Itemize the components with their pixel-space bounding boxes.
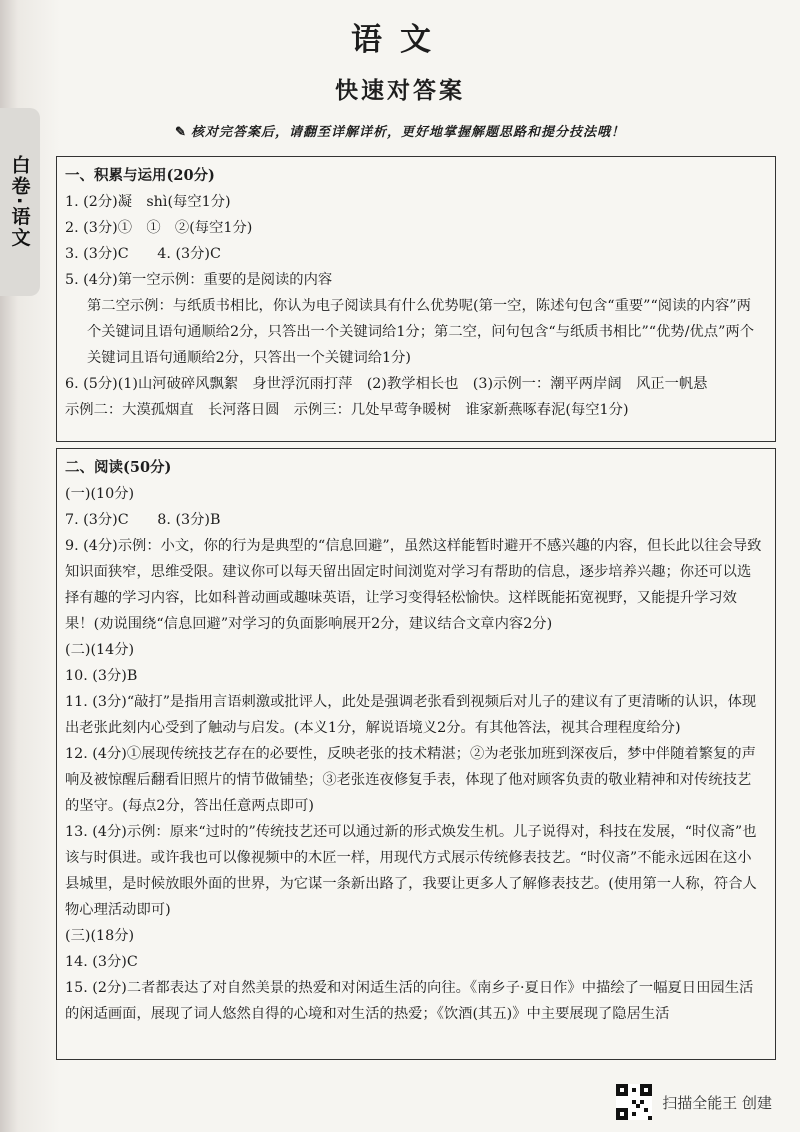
pen-icon: ✎ xyxy=(175,125,187,140)
part-header: (二)(14分) xyxy=(65,642,135,658)
section-accumulation xyxy=(56,156,776,442)
tip-text: 核对完答案后，请翻至详解详析，更好地掌握解题思路和提分技法哦！ xyxy=(190,125,625,140)
answer-q10: 10. (3分)B xyxy=(65,668,138,684)
answer-q6: 6. (5分)(1)山河破碎风飘絮 身世浮沉雨打萍 (2)教学相长也 (3)示例一：潮平两岸阔 风正一帆悬 xyxy=(65,376,708,392)
answer-q5-detail: 第二空示例：与纸质书相比，你认为电子阅读具有什么优势呢(第一空，陈述句包含“重要”“阅读的内容”两个关键词且语句通顺给2分，只答出一个关键词给1分；第二空，问句包含“与纸质书相比”“优势/优点”两个关键词且语句通顺给2分，只答出一个关键词给1分) xyxy=(87,298,755,366)
answer-q2: 2. (3分)① ① ②(每空1分) xyxy=(65,220,253,236)
answer-q1: 1. (2分)凝 shì(每空1分) xyxy=(65,194,231,210)
answer-q7-q8: 7. (3分)C 8. (3分)B xyxy=(65,512,221,528)
tip-line xyxy=(0,121,800,140)
watermark-text: 扫描全能王 创建 xyxy=(662,1093,772,1112)
answer-q12: 12. (4分)①展现传统技艺存在的必要性，反映老张的技术精湛；②为老张加班到深夜后，梦中伴随着繁复的声响及被惊醒后翻看旧照片的情节做铺垫；③老张连夜修复手表，体现了他对顾客负责的敬业精神和对传统技艺的坚守。(每点2分，答出任意两点即可) xyxy=(65,746,756,814)
qr-code-icon xyxy=(616,1084,652,1120)
answer-q6-examples: 示例二：大漠孤烟直 长河落日圆 示例三：几处早莺争暖树 谁家新燕啄春泥(每空1分) xyxy=(65,402,629,418)
answer-q13: 13. (4分)示例：原来“过时的”传统技艺还可以通过新的形式焕发生机。儿子说得对，科技在发展，“时仪斋”也该与时俱进。或许我也可以像视频中的木匠一样，用现代方式展示传统修表技艺。“时仪斋”不能永远困在这小县城里，是时候放眼外面的世界，为它谋一条新出路了，我要让更多人了解修表技艺。(使用第一人称，符合人物心理活动即可) xyxy=(65,824,757,918)
answer-q14: 14. (3分)C xyxy=(65,954,138,970)
side-tab-label: 白卷·语文 xyxy=(8,155,31,249)
section-header: 二、阅读(50分) xyxy=(65,459,172,476)
section-reading xyxy=(56,448,776,1060)
page-title: 语文 xyxy=(351,22,449,58)
page-subtitle: 快速对答案 xyxy=(335,78,465,104)
answer-q3-q4: 3. (3分)C 4. (3分)C xyxy=(65,246,221,262)
answer-q15: 15. (2分)二者都表达了对自然美景的热爱和对闲适生活的向往。《南乡子·夏日作》中描绘了一幅夏日田园生活的闲适画面，展现了词人悠然自得的心境和对生活的热爱；《饮酒(其五)》中主要展现了隐居生活 xyxy=(65,980,754,1022)
answer-q9: 9. (4分)示例：小文，你的行为是典型的“信息回避”，虽然这样能暂时避开不感兴趣的内容，但长此以往会导致知识面狭窄，思维受限。建议你可以每天留出固定时间浏览对学习有帮助的信息，逐步培养兴趣；你还可以选择有趣的学习内容，比如科普动画或趣味英语，让学习变得轻松愉快。这样既能拓宽视野，又能提升学习效果！(劝说围绕“信息回避”对学习的负面影响展开2分，建议结合文章内容2分) xyxy=(65,538,762,632)
scanner-watermark xyxy=(616,1084,772,1120)
part-header: (三)(18分) xyxy=(65,928,135,944)
answer-q5: 5. (4分)第一空示例：重要的是阅读的内容 xyxy=(65,272,333,288)
section-header: 一、积累与运用(20分) xyxy=(65,167,215,184)
part-header: (一)(10分) xyxy=(65,486,135,502)
answer-q11: 11. (3分)“敲打”是指用言语刺激或批评人，此处是强调老张看到视频后对儿子的建议有了更清晰的认识，体现出老张此刻内心受到了触动与启发。(本义1分，解说语境义2分。有其他答法，视其合理程度给分) xyxy=(65,694,757,736)
